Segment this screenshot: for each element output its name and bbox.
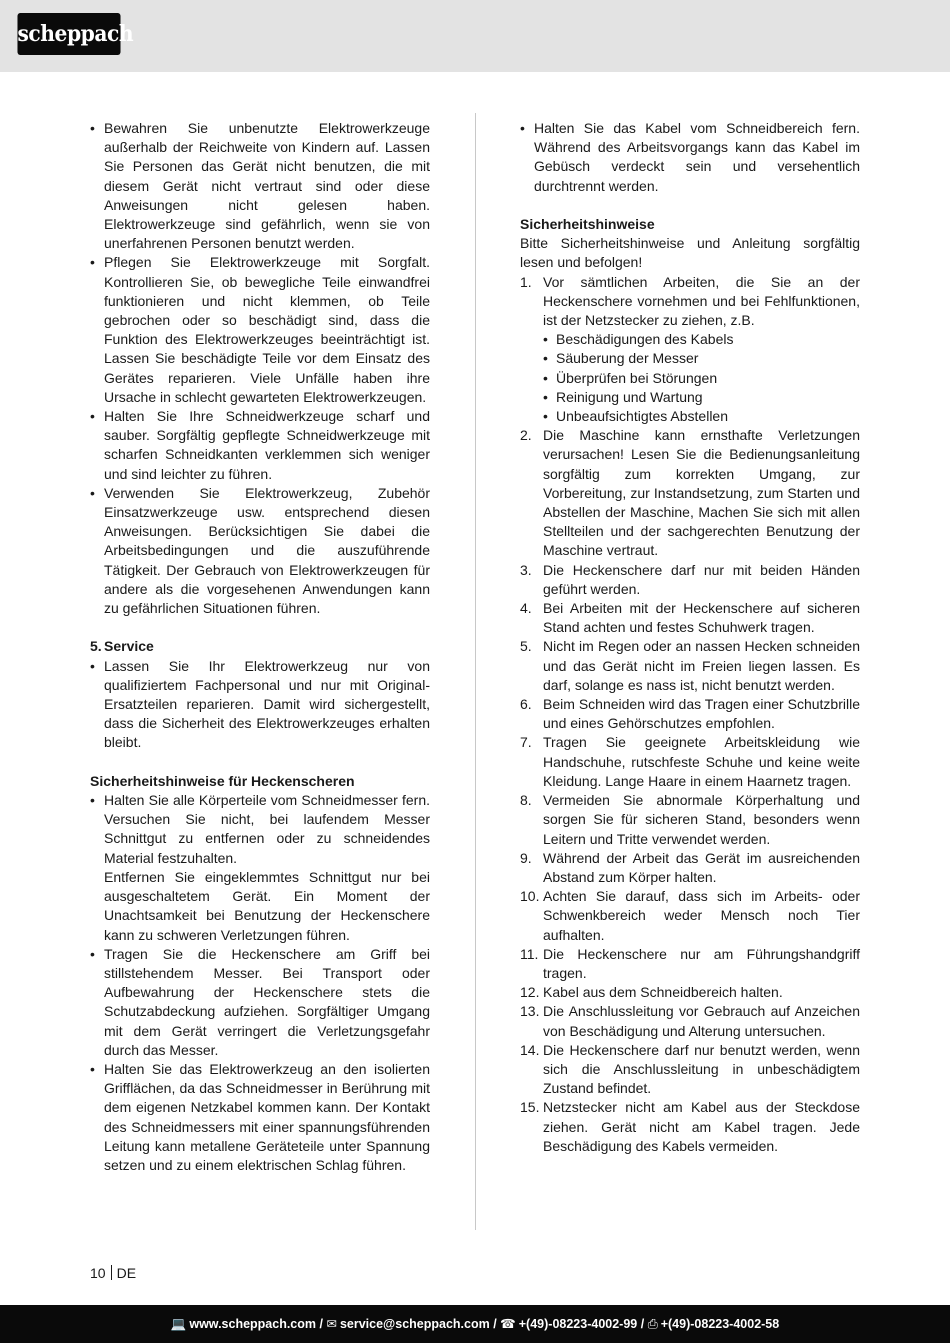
item-text: Während der Arbeit das Gerät im ausreichenden Abstand zum Körper halten. xyxy=(543,849,860,885)
service-heading xyxy=(90,637,430,656)
item-text: Die Heckenschere nur am Führungshandgriff tragen. xyxy=(543,945,860,981)
footer-separator: / xyxy=(319,1317,323,1331)
list-item xyxy=(520,273,860,427)
list-item: • Halten Sie das Kabel vom Schneidbereich fern. Während des Arbeitsvorgangs kann das Kabel im Gebüsch verdeckt sein und versehentlich durchtrennt werden. xyxy=(520,119,860,196)
list-item xyxy=(520,945,860,983)
list-item: • Verwenden Sie Elektrowerkzeug, Zubehör Einsatzwerkzeuge usw. entsprechend diesen Anweisungen. Berücksichtigen Sie dabei die Arbeitsbedingungen und die auszuführende Tätigkeit. Der Gebrauch von Elektrowerkzeugen für andere als die vorgesehenen Anwendungen kann zu gefährlichen Situationen führen. xyxy=(90,484,430,618)
item-number: 9. xyxy=(520,849,532,866)
item-text: Bei Arbeiten mit der Heckenschere auf sicheren Stand achten und festes Schuhwerk tragen. xyxy=(543,600,860,636)
item-text: Vermeiden Sie abnormale Körperhaltung und sorgen Sie für sicheren Stand, besonders wenn Leitern und Tritte verwendet werden. xyxy=(543,792,860,847)
item-text: Tragen Sie geeignete Arbeitskleidung wie Handschuhe, rutschfeste Schuhe und keine weite Kleidung. Lange Haare in einem Haarnetz tragen. xyxy=(543,734,860,789)
item-number: 2. xyxy=(520,427,532,444)
item-number: 10. xyxy=(520,888,540,905)
service-bullet-list xyxy=(90,657,430,753)
page-footer xyxy=(0,1305,950,1343)
page-header xyxy=(0,0,950,72)
list-item xyxy=(520,426,860,560)
footer-website-link[interactable]: www.scheppach.com xyxy=(189,1317,317,1331)
list-item xyxy=(90,791,430,945)
scheppach-logo: scheppach xyxy=(17,13,120,55)
page-language: DE xyxy=(116,1265,137,1281)
item-number: 3. xyxy=(520,561,532,578)
list-item xyxy=(520,599,860,637)
item-number: 15. xyxy=(520,1099,540,1116)
list-item xyxy=(520,887,860,945)
sub-list-item: • Unbeaufsichtigtes Abstellen xyxy=(543,407,860,426)
section-number: 5. xyxy=(90,638,102,655)
sub-list-item: • Überprüfen bei Störungen xyxy=(543,369,860,388)
section-title: Service xyxy=(104,638,154,655)
list-item xyxy=(520,561,860,599)
list-item xyxy=(520,849,860,887)
item-text: Die Anschlussleitung vor Gebrauch auf Anzeichen von Beschädigung und Alterung untersuchen. xyxy=(543,1003,860,1039)
right-column xyxy=(520,119,860,1156)
hedge-bullet-list xyxy=(90,791,430,1175)
list-item: • Halten Sie das Elektrowerkzeug an den isolierten Grifflächen, da das Schneidmesser in Berührung mit dem eigenen Netzkabel kommen kann. Der Kontakt des Schneidmessers mit einer spannungsführenden Leitung kann metallene Geräteteile unter Spannung setzen und zu einem elektrischen Schlag führen. xyxy=(90,1060,430,1175)
footer-separator: / xyxy=(493,1317,497,1331)
list-item-text: Entfernen Sie eingeklemmtes Schnittgut nur bei ausgeschaltetem Gerät. Ein Moment der Unachtsamkeit bei Benutzung der Heckenschere kann zu schweren Verletzungen führen. xyxy=(104,868,430,943)
computer-icon: 💻 xyxy=(170,1317,187,1331)
hedge-safety-heading: Sicherheitshinweise für Heckenscheren xyxy=(90,772,355,789)
mail-icon: ✉ xyxy=(326,1317,337,1331)
item-number: 11. xyxy=(520,945,539,962)
item-number: 8. xyxy=(520,792,532,809)
phone-icon: ☎ xyxy=(500,1317,516,1331)
page-number-value: 10 xyxy=(90,1265,106,1281)
page-number xyxy=(90,1264,136,1283)
item-text: Achten Sie darauf, dass sich im Arbeits- oder Schwenkbereich weder Mensch noch Tier aufhalten. xyxy=(543,888,860,943)
sub-list-item: • Beschädigungen des Kabels xyxy=(543,330,860,349)
footer-fax: +(49)-08223-4002-58 xyxy=(660,1317,780,1331)
list-item xyxy=(520,983,860,1002)
item-text: Nicht im Regen oder an nassen Hecken schneiden und das Gerät nicht im Freien liegen lassen. Es darf, solange es nass ist, nicht benutzt werden. xyxy=(543,638,860,693)
item-text: Beim Schneiden wird das Tragen einer Schutzbrille und eines Gehörschutzes empfohlen. xyxy=(543,696,860,732)
list-item: • Lassen Sie Ihr Elektrowerkzeug nur von qualifiziertem Fachpersonal und nur mit Original-Ersatzteilen reparieren. Damit wird sichergestellt, dass die Sicherheit des Elektrowerkzeuges erhalten bleibt. xyxy=(90,657,430,753)
footer-phone: +(49)-08223-4002-99 xyxy=(518,1317,638,1331)
item-number: 1. xyxy=(520,273,532,290)
sub-list-item: • Säuberung der Messer xyxy=(543,349,860,368)
column-divider xyxy=(475,113,476,1230)
page-number-separator xyxy=(111,1265,112,1280)
list-item xyxy=(520,1002,860,1040)
item-text: Die Heckenschere darf nur benutzt werden, wenn sich die Anschlussleitung in unbeschädigtem Zustand befindet. xyxy=(543,1041,860,1097)
cable-bullet-list xyxy=(520,119,860,196)
safety-heading: Sicherheitshinweise xyxy=(520,216,655,232)
item-number: 4. xyxy=(520,600,532,617)
list-item xyxy=(520,695,860,733)
fax-icon: ⎙ xyxy=(647,1317,658,1331)
item-number: 5. xyxy=(520,638,532,655)
item-text: Die Maschine kann ernsthafte Verletzungen verursachen! Lesen Sie die Bedienungsanleitung sorgfältig zum korrekten Umgang, zur Vorbereitung, zur Instandsetzung, zum Starten und Abstellen der Maschine, Machen Sie sich mit allen Stellteilen und der sachgerechten Benutzung der Maschine vertraut. xyxy=(543,427,860,559)
sub-list-item: • Reinigung und Wartung xyxy=(543,388,860,407)
list-item xyxy=(520,733,860,791)
item-number: 7. xyxy=(520,734,532,751)
footer-separator: / xyxy=(640,1317,645,1331)
list-item xyxy=(520,637,860,695)
list-item xyxy=(520,1041,860,1099)
list-item-text: Halten Sie alle Körperteile vom Schneidmesser fern. Versuchen Sie nicht, bei laufendem Messer Schnittgut zu entfernen oder zu schneidendes Material festzuhalten. xyxy=(104,792,430,866)
item-number: 12. xyxy=(520,984,540,1001)
list-item: • Pflegen Sie Elektrowerkzeuge mit Sorgfalt. Kontrollieren Sie, ob bewegliche Teile einwandfrei funktionieren und nicht klemmen, ob Teile gebrochen oder so beschädigt sind, dass die Funktion des Elektrowerkzeuges beeinträchtigt ist. Lassen Sie beschädigte Teile vor dem Einsatz des Gerätes reparieren. Viele Unfälle haben ihre Ursache in schlecht gewarteten Elektrowerkzeugen. xyxy=(90,253,430,407)
list-item: • Halten Sie Ihre Schneidwerkzeuge scharf und sauber. Sorgfältig gepflegte Schneidwerkzeuge mit scharfen Schneidkanten verklemmen sich weniger und sind leichter zu führen. xyxy=(90,407,430,484)
item-text: Kabel aus dem Schneidbereich halten. xyxy=(543,984,783,1001)
list-item: • Bewahren Sie unbenutzte Elektrowerkzeuge außerhalb der Reichweite von Kindern auf. Lassen Sie Personen das Gerät nicht benutzen, die mit diesem Gerät nicht vertraut sind oder diese Anweisungen nicht gelesen haben. Elektrowerkzeuge sind gefährlich, wenn sie von unerfahrenen Personen benutzt werden. xyxy=(90,119,430,253)
item-number: 13. xyxy=(520,1003,540,1020)
item-text: Die Heckenschere darf nur mit beiden Händen geführt werden. xyxy=(543,561,860,597)
list-item xyxy=(520,791,860,849)
item-number: 14. xyxy=(520,1041,540,1058)
safety-intro: Bitte Sicherheitshinweise und Anleitung sorgfältig lesen und befolgen! xyxy=(520,235,860,271)
footer-email-link[interactable]: service@scheppach.com xyxy=(339,1317,490,1331)
intro-bullet-list xyxy=(90,119,430,618)
item-text: Netzstecker nicht am Kabel aus der Steckdose ziehen. Gerät nicht am Kabel tragen. Jede Beschädigung des Kabels vermeiden. xyxy=(543,1099,860,1154)
safety-numbered-list xyxy=(520,273,860,1156)
list-item xyxy=(520,1098,860,1156)
list-item: • Tragen Sie die Heckenschere am Griff bei stillstehendem Messer. Bei Transport oder Aufbewahrung der Heckenschere stets die Schutzabdeckung aufziehen. Sorgfältiger Umgang mit dem Gerät verringert die Verletzungsgefahr durch das Messer. xyxy=(90,945,430,1060)
left-column xyxy=(90,119,430,1175)
item-text: Vor sämtlichen Arbeiten, die Sie an der Heckenschere vornehmen und bei Fehlfunktionen, ist der Netzstecker zu ziehen, z.B. xyxy=(543,273,860,329)
sub-bullet-list xyxy=(543,330,860,426)
item-number: 6. xyxy=(520,696,532,713)
